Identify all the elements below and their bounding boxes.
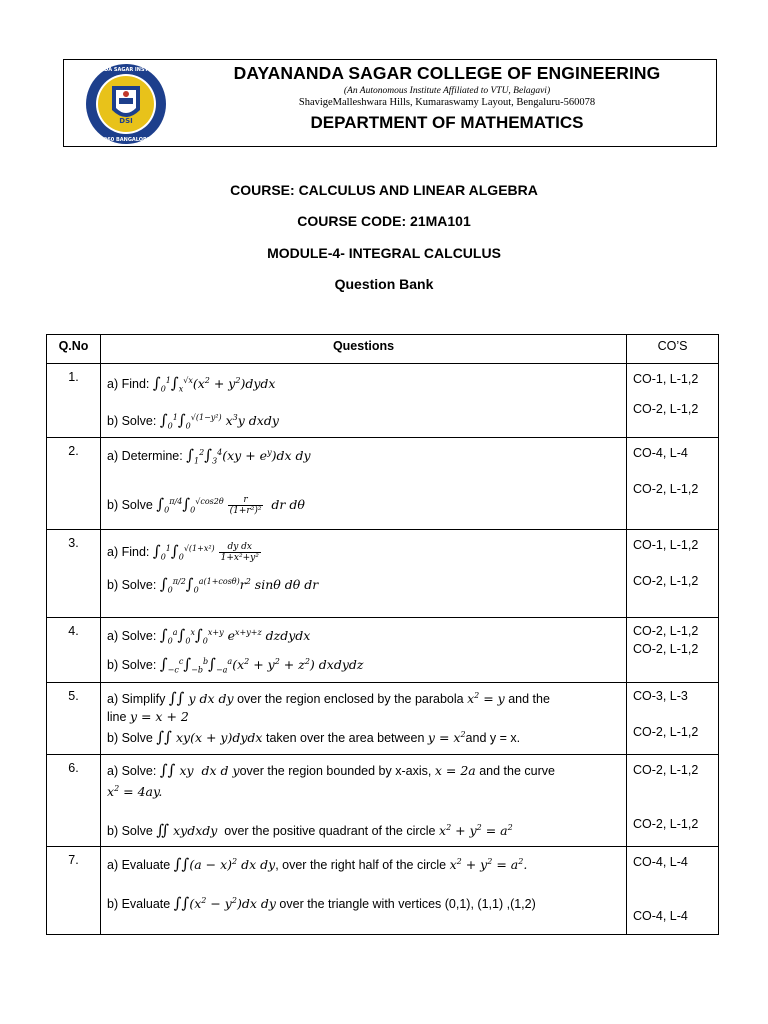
col-header-cos: CO’S — [627, 335, 719, 364]
affiliation-text: (An Autonomous Institute Affiliated to VTU, Belagavi) — [343, 86, 551, 96]
co-cell: CO-3, L-3 CO-2, L-1,2 — [627, 682, 719, 754]
co-cell: CO-1, L-1,2 CO-2, L-1,2 — [627, 364, 719, 438]
col-header-questions: Questions — [101, 335, 627, 364]
table-row — [47, 618, 719, 682]
college-header — [63, 59, 717, 147]
question-number: 2. — [47, 438, 101, 530]
table-row — [47, 364, 719, 438]
question-cell: a) Solve: ∫∫ xy dx d yover the region bounded by x-axis, x = 2a and the curve $x^2 = 4ay$. b) Solve ∬ xydxdy over the positive quadrant of the circle $x^2 + y^2 = a^2$ — [101, 754, 627, 846]
question-cell: a) Find: $\int_0^1\int_x^{√x}(x^2$ + $y^2)dydx$ b) Solve: $\int_0^1\int_0^{√(1-y^2)}$ $x^3y$ dxdy — [101, 364, 627, 438]
svg-text:DSI: DSI — [119, 117, 133, 125]
question-cell: a) Determine: $\int_1^2\int_3^4(xy + e^y)dx$ dy b) Solve $\int_0^{\pi/4}\int_0^{√cos2\theta}$ $\frac{r}{\text{(1+r²)²}}$ dr dθ — [101, 438, 627, 530]
table-row — [47, 530, 719, 618]
svg-text:DAYANANDA SAGAR INSTITUTIONS: DAYANANDA SAGAR INSTITUTIONS — [77, 67, 175, 73]
question-number: 1. — [47, 364, 101, 438]
question-number: 4. — [47, 618, 101, 682]
question-cell: a) Evaluate $\int\int(a - x)^2$ dx dy, over the right half of the circle $x^2 + y^2 = a^2$. b) Evaluate $\int\int(x^2 - y^2)dx$ dy over the triangle with vertices (0,1), (1,1) ,(1,2) — [101, 846, 627, 934]
module-title: MODULE-4- INTEGRAL CALCULUS — [267, 245, 501, 261]
question-cell: a) Find: $\int_0^1\int_0^{√(1+x^2)}$ $\frac{\text{dy dx}}{\text{1+x²+y²}}$ b) Solve: $\int_0^{\pi/2}\int_0^{a(1+cos\theta)}r^2$ sinθ dθ dr — [101, 530, 627, 618]
svg-text:ESTD 1960 BANGALORE INDIA: ESTD 1960 BANGALORE INDIA — [83, 137, 169, 143]
question-number: 3. — [47, 530, 101, 618]
course-code: COURSE CODE: 21MA101 — [297, 213, 471, 229]
table-row — [47, 754, 719, 846]
question-cell: a) Solve: $\int_0^a\int_0^x\int_0^{x+y}$ $e^{x+y+z}$ dzdydx b) Solve: $\int_{-c}^c\int_{-b}^b\int_{-a}^a(x^2 + y^2 + z^2)$ dxdydz — [101, 618, 627, 682]
co-cell: CO-2, L-1,2 CO-2, L-1,2 — [627, 754, 719, 846]
college-name: DAYANANDA SAGAR COLLEGE OF ENGINEERING — [233, 63, 661, 83]
co-cell: CO-4, L-4 CO-4, L-4 — [627, 846, 719, 934]
doc-type: Question Bank — [334, 276, 434, 292]
college-logo-icon — [67, 62, 185, 146]
department-name: DEPARTMENT OF MATHEMATICS — [310, 113, 584, 132]
co-cell: CO-1, L-1,2 CO-2, L-1,2 — [627, 530, 719, 618]
table-row — [47, 682, 719, 754]
question-table — [46, 334, 719, 935]
col-header-qno: Q.No — [47, 335, 101, 364]
table-row — [47, 438, 719, 530]
question-cell: a) Simplify ∫∫ y dx dy over the region enclosed by the parabola $x^2 = y$ and the line y = x + 2 b) Solve ∫∫ xy(x + y)dydx taken over the area between $y = x^2and$ y = x. — [101, 682, 627, 754]
college-address: ShavigeMalleshwara Hills, Kumaraswamy Layout, Bengaluru-560078 — [298, 97, 596, 108]
co-cell: CO-2, L-1,2 CO-2, L-1,2 — [627, 618, 719, 682]
table-header-row — [47, 335, 719, 364]
table-row — [47, 846, 719, 934]
question-number: 5. — [47, 682, 101, 754]
question-number: 6. — [47, 754, 101, 846]
co-cell: CO-4, L-4 CO-2, L-1,2 — [627, 438, 719, 530]
course-name: COURSE: CALCULUS AND LINEAR ALGEBRA — [230, 182, 538, 198]
question-number: 7. — [47, 846, 101, 934]
